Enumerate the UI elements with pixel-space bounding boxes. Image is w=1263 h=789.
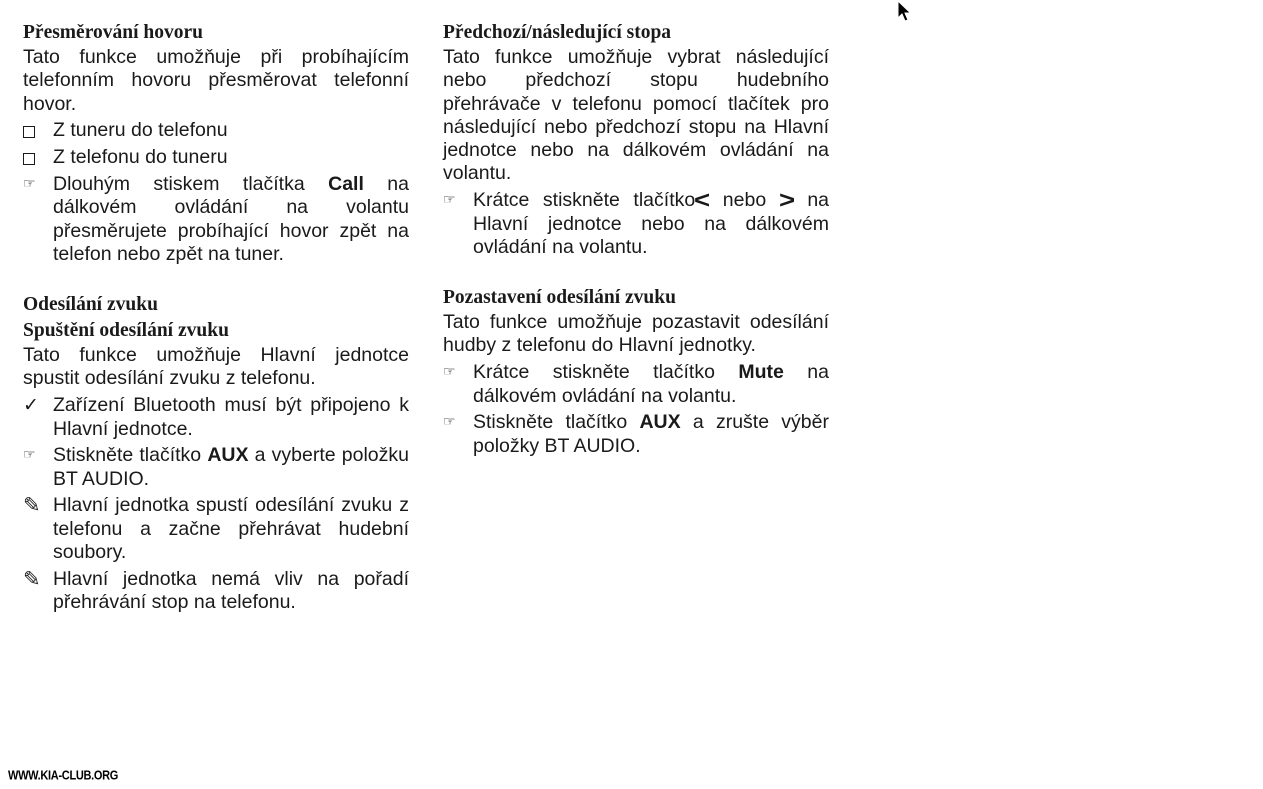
bluetooth-requirement: Zařízení Bluetooth musí být připojeno k Hlavní jednotce. xyxy=(53,394,409,440)
previous-track-icon: < xyxy=(694,187,711,215)
call-transfer-instruction: Dlouhým stiskem tlačítka Call na dálkovém ovládání na volantu přesměrujete probíhající hovor zpět na telefon nebo zpět na tuner. xyxy=(53,172,409,265)
right-column xyxy=(443,20,829,458)
list-item xyxy=(23,568,409,615)
hand-pointer-icon: ☞ xyxy=(23,446,36,463)
checkmark-icon: ✓ xyxy=(23,395,39,417)
hand-pointer-icon: ☞ xyxy=(443,413,456,430)
aux-instruction: Stiskněte tlačítko AUX a vyberte položku BT AUDIO. xyxy=(53,444,409,490)
call-transfer-heading: Přesměrování hovoru xyxy=(23,22,203,43)
checkbox-icon xyxy=(23,119,53,142)
track-skip-instruction: Krátce stiskněte tlačítko< nebo > na Hlavní jednotce nebo na dálkovém ovládání na volantu. xyxy=(473,187,830,258)
aux-deselect-instruction: Stiskněte tlačítko AUX a zrušte výběr položky BT AUDIO. xyxy=(473,411,829,457)
call-transfer-item-tuner-to-phone: Z tuneru do telefonu xyxy=(53,119,228,142)
hand-pointer-icon: ☞ xyxy=(443,363,456,380)
hand-pointer-icon: ☞ xyxy=(23,174,36,191)
call-transfer-intro: Tato funkce umožňuje při probíhajícím telefonním hovoru přesměrovat telefonní hovor. xyxy=(23,46,409,115)
start-streaming-subheading: Spuštění odesílání zvuku xyxy=(23,320,229,342)
list-item xyxy=(443,411,829,458)
list-item xyxy=(23,444,409,491)
call-transfer-section xyxy=(23,20,409,266)
list-item xyxy=(23,394,409,441)
aux-button-label: AUX xyxy=(207,444,249,467)
pencil-note-icon: ✎ xyxy=(23,494,41,518)
audio-streaming-intro: Tato funkce umožňuje Hlavní jednotce spustit odesílání zvuku z telefonu. xyxy=(23,344,409,390)
call-button-label: Call xyxy=(328,172,364,195)
list-item xyxy=(443,361,829,408)
next-track-icon: > xyxy=(778,187,795,215)
pause-streaming-section xyxy=(443,285,829,458)
mute-button-label: Mute xyxy=(738,361,784,384)
call-transfer-list xyxy=(23,119,409,266)
list-item xyxy=(23,173,409,266)
track-skip-list xyxy=(443,189,829,259)
streaming-note-1: Hlavní jednotka spustí odesílání zvuku z telefonu a začne přehrávat hudební soubory. xyxy=(53,494,409,564)
pause-streaming-intro: Tato funkce umožňuje pozastavit odesílání hudby z telefonu do Hlavní jednotky. xyxy=(443,311,829,357)
mute-instruction: Krátce stiskněte tlačítko Mute na dálkovém ovládání na volantu. xyxy=(473,361,829,407)
checkbox-icon xyxy=(23,146,53,169)
list-item xyxy=(23,119,409,142)
hand-pointer-icon: ☞ xyxy=(443,191,456,208)
mouse-pointer-icon xyxy=(897,0,913,24)
list-item xyxy=(23,494,409,564)
left-column xyxy=(23,20,409,614)
aux-button-label: AUX xyxy=(639,411,681,434)
track-skip-heading: Předchozí/následující stopa xyxy=(443,22,672,43)
audio-streaming-list xyxy=(23,394,409,614)
call-transfer-item-phone-to-tuner: Z telefonu do tuneru xyxy=(53,146,228,169)
pause-streaming-heading: Pozastavení odesílání zvuku xyxy=(443,287,676,309)
pause-streaming-list xyxy=(443,361,829,458)
track-skip-section xyxy=(443,20,829,259)
streaming-note-2: Hlavní jednotka nemá vliv na pořadí přehrávání stop na telefonu. xyxy=(53,567,409,614)
list-item xyxy=(443,189,829,259)
website-watermark: WWW.KIA-CLUB.ORG xyxy=(8,769,119,783)
audio-streaming-section xyxy=(23,292,409,614)
pencil-note-icon: ✎ xyxy=(23,567,41,591)
track-skip-intro: Tato funkce umožňuje vybrat následující nebo předchozí stopu hudebního přehrávače v telefonu pomocí tlačítek pro následující nebo předchozí stopu na Hlavní jednotce nebo na dálkovém ovládání na volantu. xyxy=(443,46,829,185)
list-item xyxy=(23,146,409,169)
audio-streaming-heading: Odesílání zvuku xyxy=(23,294,158,316)
